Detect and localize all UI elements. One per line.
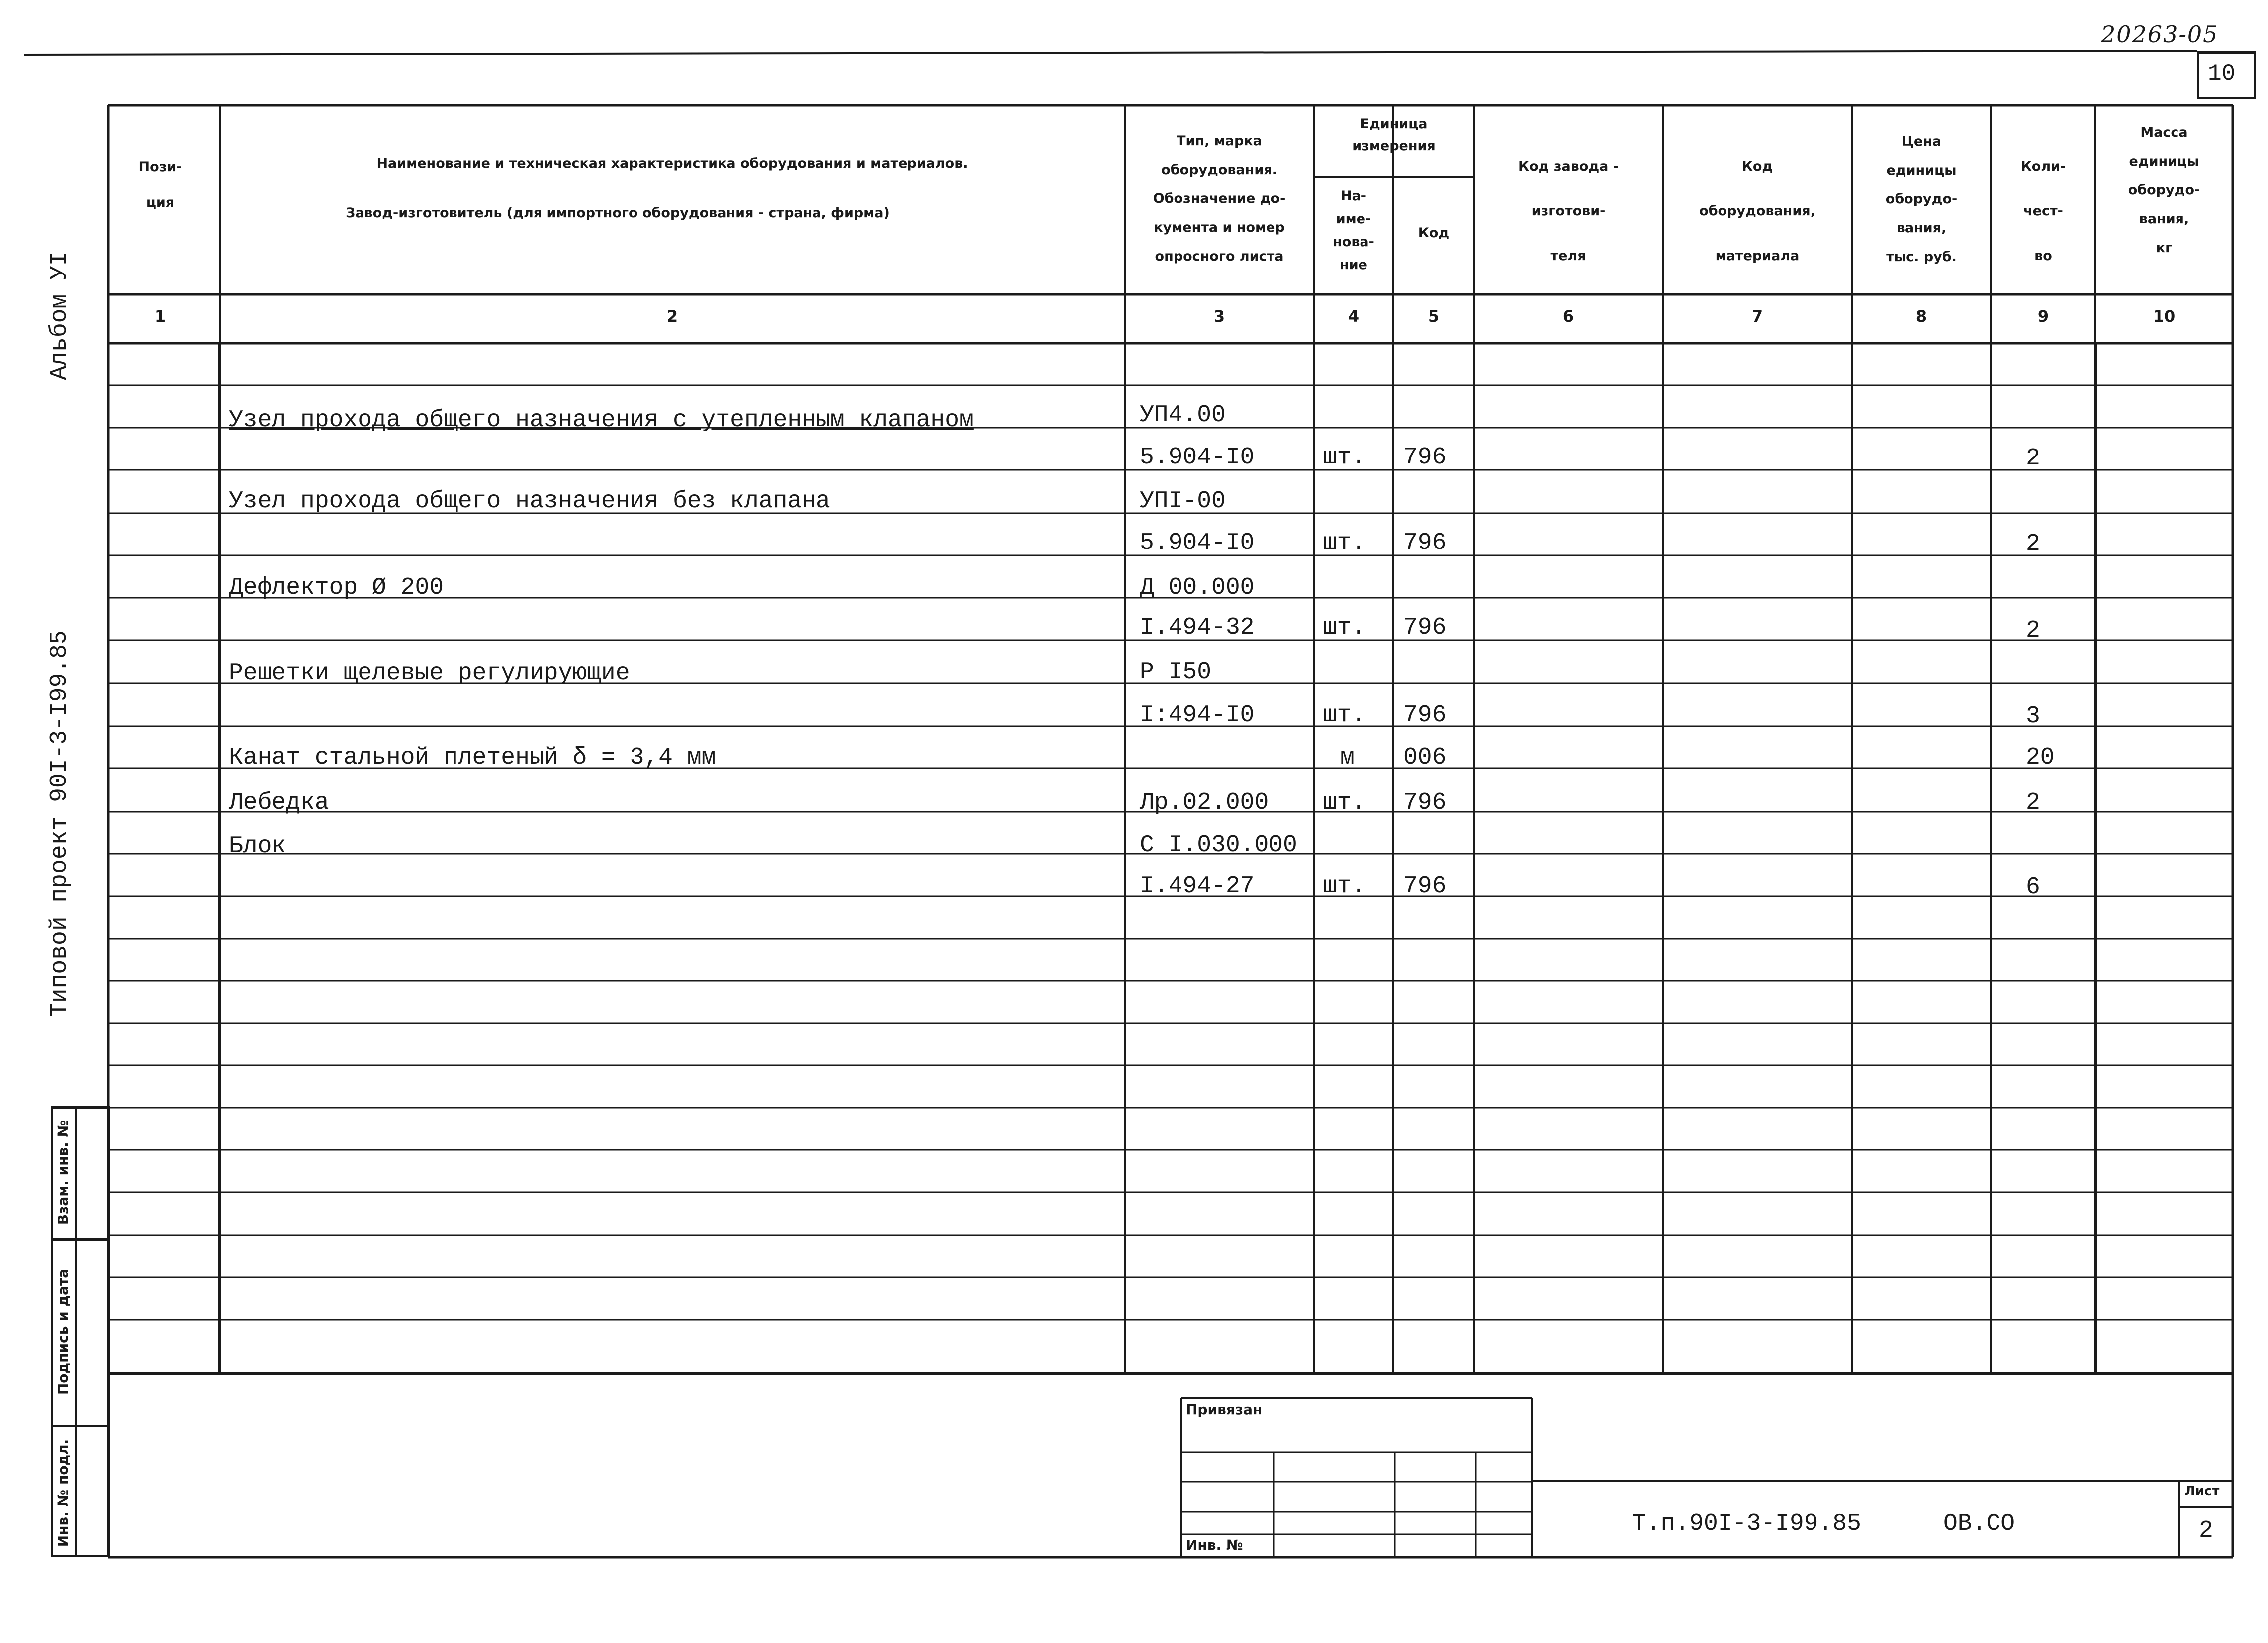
row-8-unit: шт. [1323,702,1366,729]
row-12-qty: 6 [2026,874,2040,901]
archive-number: 20263-05 [2101,21,2219,48]
row-12-type: I.494-27 [1140,873,1255,900]
row-9-code: 006 [1403,744,1447,771]
row-11-name: Блок [229,833,286,860]
row-10-code: 796 [1403,789,1447,816]
inv-podl-label: Инв. № подл. [55,1439,71,1547]
row-4-code: 796 [1403,530,1447,556]
header-name-line2: Завод-изготовитель (для импортного оборудования - страна, фирма) [346,205,890,221]
colnum-3: 3 [1213,307,1225,326]
colnum-5: 5 [1428,307,1440,326]
project-label: Типовой проект 90I-3-I99.85 [46,630,73,1017]
header-mass: Масса единицы оборудо- вания, кг [2128,125,2200,256]
grid-line-0 [24,51,2197,55]
vzam-inv-label: Взам. инв. № [55,1120,71,1225]
sheet-label: Лист [2184,1484,2220,1499]
row-6-unit: шт. [1323,614,1366,641]
row-9-name: Канат стальной плетеный δ = 3,4 мм [229,744,716,771]
row-3-type: УПI-00 [1140,488,1226,515]
header-position: Пози- ция [138,159,182,210]
album-label: Альбом УI [46,251,73,380]
row-11-type: С I.030.000 [1140,832,1297,859]
row-12-unit: шт. [1323,873,1366,900]
colnum-9: 9 [2037,307,2049,326]
row-5-type: Д 00.000 [1140,574,1255,601]
row-8-qty: 3 [2026,703,2040,730]
designation: Т.п.90I-3-I99.85 [1632,1510,1861,1537]
header-type: Тип, марка оборудования. Обозначение до- кумента и номер опросного листа [1153,133,1286,264]
colnum-2: 2 [666,307,678,326]
podpis-label: Подпись и дата [55,1268,71,1395]
row-10-name: Лебедка [229,789,329,816]
row-4-type: 5.904-I0 [1140,530,1255,556]
header-price: Цена единицы оборудо- вания, тыс. руб. [1885,134,1958,265]
row-1-name: Узел прохода общего назначения с утепленным клапаном [229,407,974,434]
row-6-type: I.494-32 [1140,614,1255,641]
row-5-name: Дефлектор Ø 200 [229,574,444,601]
row-7-name: Решетки щелевые регулирующие [229,660,630,687]
row-2-unit: шт. [1323,444,1366,471]
colnum-10: 10 [2153,307,2176,326]
row-2-type: 5.904-I0 [1140,444,1255,471]
row-6-code: 796 [1403,614,1447,641]
row-9-unit: м [1340,744,1355,771]
row-9-qty: 20 [2026,744,2055,771]
colnum-4: 4 [1348,307,1360,326]
header-name-line1: Наименование и техническая характеристика оборудования и материалов. [376,156,968,171]
row-2-qty: 2 [2026,445,2040,472]
row-2-code: 796 [1403,444,1447,471]
row-10-qty: 2 [2026,789,2040,816]
margin-stamp-divider [75,1106,77,1557]
sheet-number: 2 [2199,1517,2213,1544]
top-page-number: 10 [2208,61,2236,87]
row-4-unit: шт. [1323,530,1366,556]
row-1-type: УП4.00 [1140,402,1226,429]
header-unit-code: Код [1418,225,1450,241]
inv-no-label: Инв. № [1186,1537,1243,1553]
header-unit-name: На- име- нова- ние [1333,188,1374,273]
privyazan-label: Привязан [1186,1401,1263,1418]
row-6-qty: 2 [2026,617,2040,644]
colnum-8: 8 [1915,307,1927,326]
header-factory-code: Код завода - изготови- теля [1518,159,1619,264]
row-10-type: Лр.02.000 [1140,789,1269,816]
document-code: ОВ.СО [1943,1510,2015,1537]
row-7-type: Р I50 [1140,659,1212,686]
header-equipment-code: Код оборудования, материала [1699,159,1815,264]
row-4-qty: 2 [2026,531,2040,557]
header-quantity: Коли- чест- во [2020,159,2066,264]
header-unit-group: Единица измерения [1352,116,1436,154]
colnum-6: 6 [1562,307,1574,326]
row-10-unit: шт. [1323,789,1366,816]
row-3-name: Узел прохода общего назначения без клапана [229,488,830,515]
row-8-code: 796 [1403,702,1447,729]
row-8-type: I:494-I0 [1140,702,1255,729]
row-12-code: 796 [1403,873,1447,900]
colnum-7: 7 [1751,307,1763,326]
colnum-1: 1 [154,307,166,326]
